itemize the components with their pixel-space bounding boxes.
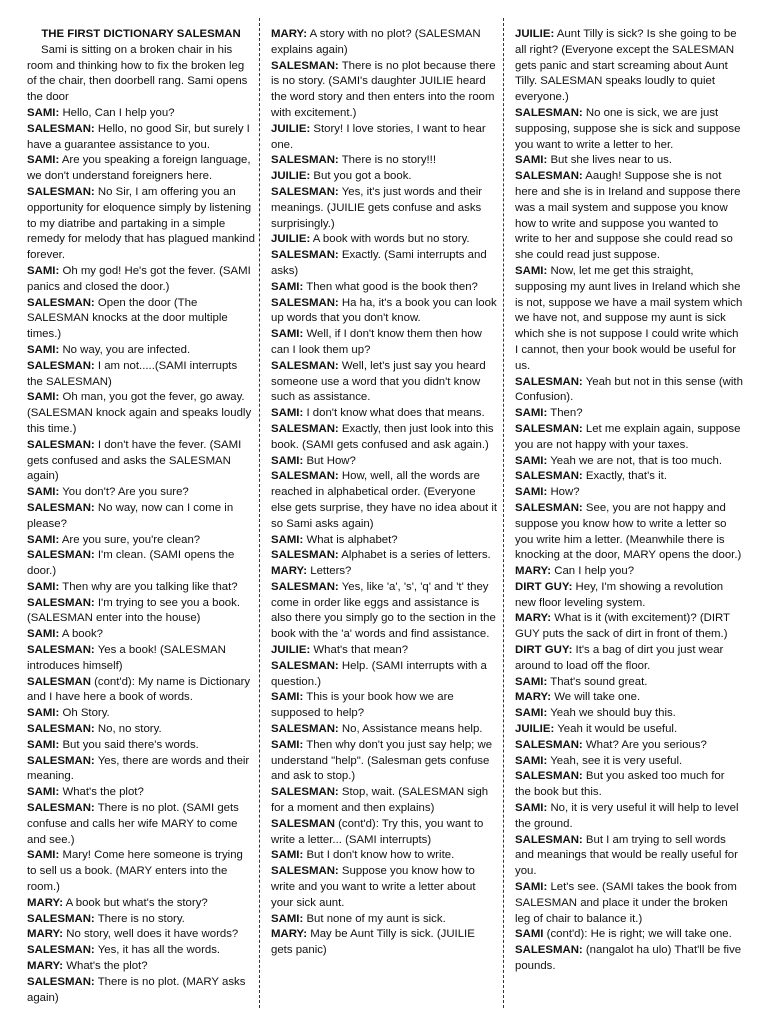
dialogue-text: What's the plot? <box>62 786 144 799</box>
speaker-name: SAMI: <box>27 707 60 720</box>
dialogue-text: But you said there's words. <box>62 738 199 751</box>
dialogue-line <box>515 454 743 470</box>
dialogue-text: Then what good is the book then? <box>306 280 478 293</box>
dialogue-text: Yes, like 'a', 's', 'q' and 't' they come in order like eggs and assistance is also there you simply go to the section in the book with the 'a' words and find assistance. <box>271 580 496 641</box>
dialogue-line <box>515 643 743 675</box>
dialogue-line <box>515 580 743 612</box>
dialogue-line <box>271 59 499 122</box>
dialogue-text: But I don't know how to write. <box>306 849 455 862</box>
dialogue-line <box>271 248 499 280</box>
dialogue-text: Exactly, then just look into this book. (SAMI gets confused and ask again.) <box>271 422 494 451</box>
dialogue-line <box>271 785 499 817</box>
dialogue-line <box>515 943 743 975</box>
dialogue-line <box>271 406 499 422</box>
dialogue-text: Can I help you? <box>554 565 635 578</box>
speaker-name: SALESMAN: <box>27 122 95 135</box>
dialogue-text: There is no plot because there is no story. (SAMI's daughter JUILIE heard the word story and then enters into the room with excitement.) <box>271 59 496 119</box>
dialogue-line <box>271 327 499 359</box>
speaker-name: SAMI: <box>515 881 548 894</box>
dialogue-line <box>27 959 255 975</box>
speaker-name: SALESMAN: <box>515 501 583 514</box>
dialogue-text: Letters? <box>310 565 352 578</box>
speaker-name: SAMI: <box>27 154 60 167</box>
dialogue-line <box>27 801 255 848</box>
dialogue-line <box>515 801 743 833</box>
speaker-name: SAMI: <box>515 264 548 277</box>
dialogue-line <box>27 153 255 185</box>
dialogue-text: How? <box>550 486 580 499</box>
speaker-name: SAMI: <box>515 707 548 720</box>
speaker-name: JUILIE: <box>271 644 311 657</box>
dialogue-text: (cont'd): Try this, you want to write a letter... (SAMI interrupts) <box>271 817 484 846</box>
speaker-name: SALESMAN: <box>27 185 95 198</box>
column-divider <box>259 18 260 1008</box>
speaker-name: JUILIE: <box>515 723 555 736</box>
speaker-name: SAMI: <box>27 106 60 119</box>
speaker-name: SALESMAN: <box>271 296 339 309</box>
speaker-name: SAMI: <box>515 675 548 688</box>
dialogue-line <box>515 169 743 264</box>
speaker-name: SALESMAN: <box>271 59 339 72</box>
dialogue-text: Then? <box>550 407 583 420</box>
dialogue-text: But she lives near to us. <box>550 154 673 167</box>
speaker-name: SALESMAN: <box>27 296 95 309</box>
dialogue-line <box>271 533 499 549</box>
dialogue-line <box>27 754 255 786</box>
speaker-name: SAMI: <box>515 802 548 815</box>
dialogue-line <box>271 564 499 580</box>
dialogue-text: What's the plot? <box>66 960 148 973</box>
page-title: THE FIRST DICTIONARY SALESMAN <box>41 28 241 40</box>
dialogue-text: Let me explain again, suppose you are not happy with your taxes. <box>515 422 741 451</box>
dialogue-line <box>271 848 499 864</box>
dialogue-line <box>271 296 499 328</box>
speaker-name: SALESMAN: <box>27 501 95 514</box>
dialogue-text: A book? <box>61 628 103 641</box>
dialogue-line <box>27 548 255 580</box>
dialogue-text: Stop, wait. (SALESMAN sigh for a moment and then explains) <box>271 786 489 815</box>
dialogue-text: Yeah but not in this sense (with Confusion). <box>515 375 743 404</box>
speaker-name: SAMI: <box>271 912 304 925</box>
dialogue-text: Alphabet is a series of letters. <box>341 549 491 562</box>
dialogue-text: No way, you are infected. <box>62 343 191 356</box>
speaker-name: SALESMAN: <box>27 549 95 562</box>
dialogue-text: I don't have the fever. (SAMI gets confused and asks the SALESMAN again) <box>27 438 242 483</box>
dialogue-text: Open the door (The SALESMAN knocks at the door multiple times.) <box>27 296 228 341</box>
dialogue-text: Exactly, that's it. <box>585 470 667 483</box>
dialogue-text: There is no story!!! <box>341 154 437 167</box>
speaker-name: JUILIE: <box>271 233 311 246</box>
dialogue-line <box>515 406 743 422</box>
dialogue-line <box>27 975 255 1007</box>
dialogue-text: How, well, all the words are reached in alphabetical order. (Everyone else gets surprise, they have no idea about it so Sami asks again) <box>271 470 498 530</box>
dialogue-line <box>27 848 255 895</box>
dialogue-line <box>271 359 499 406</box>
speaker-name: SAMI <box>515 928 544 941</box>
column-3 <box>515 27 743 975</box>
speaker-name: SAMI: <box>271 328 304 341</box>
dialogue-line <box>271 643 499 659</box>
speaker-name: SAMI: <box>27 580 60 593</box>
speaker-name: SALESMAN: <box>271 470 339 483</box>
dialogue-line <box>271 690 499 722</box>
speaker-name: SAMI: <box>27 786 60 799</box>
dialogue-line <box>515 880 743 927</box>
speaker-name: SALESMAN: <box>271 154 339 167</box>
dialogue-text: Exactly. (Sami interrupts and asks) <box>271 249 487 277</box>
speaker-name: SALESMAN: <box>271 185 339 198</box>
speaker-name: SALESMAN: <box>271 249 339 262</box>
speaker-name: SAMI: <box>271 691 304 704</box>
speaker-name: SALESMAN: <box>271 786 339 799</box>
dialogue-line <box>515 769 743 801</box>
dialogue-text: Aaugh! Suppose she is not here and she is in Ireland and suppose there was a mail system and suppose you know how to write and suppose you wanted to write to her and suppose she could read so she could read just suppose. <box>515 170 741 262</box>
dialogue-text: What is it (with excitement)? (DIRT GUY puts the sack of dirt in front of them.) <box>515 612 730 641</box>
speaker-name: MARY: <box>27 928 64 941</box>
dialogue-line <box>27 296 255 343</box>
dialogue-line <box>27 675 255 707</box>
dialogue-text: No, no story. <box>97 723 162 736</box>
speaker-name: SALESMAN: <box>27 359 95 372</box>
dialogue-text: Oh Story. <box>62 707 110 720</box>
dialogue-line <box>27 738 255 754</box>
speaker-name: SAMI: <box>27 264 60 277</box>
dialogue-line <box>271 153 499 169</box>
dialogue-text: I am not.....(SAMI interrupts the SALESMAN) <box>27 359 238 388</box>
dialogue-text: No way, now can I come in please? <box>27 501 234 530</box>
dialogue-text: Are you sure, you're clean? <box>61 533 201 546</box>
dialogue-text: No Sir, I am offering you an opportunity for eloquence simply by listening to my diatribe and partaking in a simple remedy for melody that has plagued mankind forever. <box>27 185 255 262</box>
speaker-name: SAMI: <box>271 738 304 751</box>
dialogue-text: But you asked too much for the book but this. <box>515 770 725 799</box>
dialogue-line <box>27 533 255 549</box>
speaker-name: SAMI: <box>515 154 548 167</box>
speaker-name: SALESMAN: <box>515 833 583 846</box>
dialogue-text: Yeah we should buy this. <box>550 707 676 720</box>
dialogue-line <box>271 580 499 643</box>
dialogue-text: Are you speaking a foreign language, we don't understand foreigners here. <box>27 154 251 183</box>
speaker-name: SALESMAN <box>27 675 91 688</box>
dialogue-line <box>271 185 499 232</box>
dialogue-line <box>515 501 743 564</box>
dialogue-line <box>27 643 255 675</box>
dialogue-text: Mary! Come here someone is trying to sell us a book. (MARY enters into the room.) <box>27 849 243 894</box>
dialogue-list <box>515 27 743 975</box>
dialogue-text: Oh my god! He's got the fever. (SAMI panics and closed the door.) <box>27 264 251 293</box>
dialogue-line <box>515 422 743 454</box>
dialogue-text: I'm trying to see you a book. (SALESMAN enter into the house) <box>27 596 240 625</box>
dialogue-text: (nangalot ha ulo) That'll be five pounds. <box>515 944 742 973</box>
dialogue-text: But How? <box>306 454 356 467</box>
dialogue-line <box>27 390 255 437</box>
dialogue-line <box>271 738 499 785</box>
speaker-name: SAMI: <box>271 454 304 467</box>
dialogue-text: What is alphabet? <box>306 533 398 546</box>
speaker-name: MARY: <box>27 896 64 909</box>
dialogue-text: What? Are you serious? <box>585 738 707 751</box>
dialogue-text: A book with words but no story. <box>312 233 470 246</box>
dialogue-text: Ha ha, it's a book you can look up words that you don't know. <box>271 296 497 325</box>
dialogue-text: Hey, I'm showing a revolution new floor leveling system. <box>515 580 724 609</box>
speaker-name: SAMI: <box>515 407 548 420</box>
dialogue-text: But I am trying to sell words and meanings that would be really useful for you. <box>515 833 738 878</box>
speaker-name: MARY: <box>515 612 552 625</box>
dialogue-text: That's sound great. <box>550 675 648 688</box>
speaker-name: SAMI: <box>271 849 304 862</box>
dialogue-line <box>515 611 743 643</box>
dialogue-text: See, you are not happy and suppose you know how to write a letter so you write him a letter. (Meanwhile there is knocking at the door, MARY opens the door.) <box>515 501 742 562</box>
speaker-name: JUILIE: <box>271 122 311 135</box>
dialogue-line <box>271 27 499 59</box>
dialogue-line <box>27 106 255 122</box>
dialogue-text: Aunt Tilly is sick? Is she going to be all right? (Everyone except the SALESMAN gets panic and start screaming about Aunt Tilly. SALESMAN speaks loudly to quiet everyone.) <box>515 28 737 104</box>
dialogue-line <box>515 833 743 880</box>
speaker-name: JUILIE: <box>271 170 311 183</box>
speaker-name: SALESMAN: <box>271 359 339 372</box>
speaker-name: SAMI: <box>271 533 304 546</box>
dialogue-line <box>515 722 743 738</box>
dialogue-text: Then why are you talking like that? <box>62 580 238 593</box>
dialogue-line <box>515 375 743 407</box>
speaker-name: SALESMAN: <box>515 422 583 435</box>
dialogue-text: I don't know what does that means. <box>306 407 485 420</box>
speaker-name: SAMI: <box>27 391 60 404</box>
speaker-name: SALESMAN <box>271 817 335 830</box>
dialogue-line <box>27 706 255 722</box>
dialogue-line <box>271 817 499 849</box>
speaker-name: SALESMAN: <box>27 438 95 451</box>
speaker-name: SAMI: <box>27 486 60 499</box>
dialogue-line <box>515 754 743 770</box>
dialogue-text: Yeah we are not, that is too much. <box>550 454 723 467</box>
dialogue-text: Hello, no good Sir, but surely I have a guarantee assistance to you. <box>27 122 250 151</box>
dialogue-text: (cont'd): He is right; we will take one. <box>546 928 732 941</box>
speaker-name: SALESMAN: <box>27 596 95 609</box>
dialogue-text: A book but what's the story? <box>65 896 208 909</box>
speaker-name: SAMI: <box>27 738 60 751</box>
dialogue-line <box>27 343 255 359</box>
speaker-name: MARY: <box>27 960 64 973</box>
dialogue-text: Yeah it would be useful. <box>557 723 678 736</box>
dialogue-line <box>515 469 743 485</box>
speaker-name: SALESMAN: <box>515 170 583 183</box>
speaker-name: SAMI: <box>27 533 60 546</box>
dialogue-line <box>515 564 743 580</box>
speaker-name: SALESMAN: <box>27 723 95 736</box>
dialogue-text: Well, if I don't know them then how can I look them up? <box>271 328 482 356</box>
dialogue-text: Let's see. (SAMI takes the book from SALESMAN and place it under the broken leg of chair to balance it.) <box>515 881 737 925</box>
speaker-name: MARY: <box>271 928 308 941</box>
dialogue-text: Now, let me get this straight, supposing my aunt lives in Ireland which she is not, suppose we have a mail system which we have not, and suppose my aunt is sick which she is not suppose I could write which I cannot, then your book would be useful for us. <box>515 264 743 372</box>
dialogue-text: (cont'd): My name is Dictionary and I have here a book of words. <box>27 675 251 704</box>
dialogue-line <box>515 690 743 706</box>
dialogue-line <box>515 264 743 375</box>
dialogue-line <box>271 122 499 154</box>
dialogue-line <box>27 264 255 296</box>
dialogue-text: What's that mean? <box>313 644 409 657</box>
dialogue-line <box>271 912 499 928</box>
dialogue-line <box>271 548 499 564</box>
dialogue-text: Yes, it's just words and their meanings. (JUILIE gets confuse and asks surprisingly.) <box>271 185 483 230</box>
dialogue-text: No, it is very useful it will help to level the ground. <box>515 802 739 830</box>
speaker-name: SAMI: <box>515 754 548 767</box>
dialogue-line <box>271 454 499 470</box>
dialogue-line <box>271 280 499 296</box>
dialogue-text: Suppose you know how to write and you want to write a letter about your sick aunt. <box>271 865 476 909</box>
dialogue-line <box>27 596 255 628</box>
dialogue-line <box>271 469 499 532</box>
dialogue-text: But none of my aunt is sick. <box>306 912 446 925</box>
speaker-name: SALESMAN: <box>515 375 583 388</box>
dialogue-line <box>515 27 743 106</box>
dialogue-line <box>515 675 743 691</box>
dialogue-line <box>271 864 499 911</box>
dialogue-text: No, Assistance means help. <box>341 723 483 736</box>
dialogue-line <box>27 912 255 928</box>
dialogue-line <box>271 232 499 248</box>
dialogue-text: Yes, there are words and their meaning. <box>27 754 250 783</box>
dialogue-text: Then why don't you just say help; we understand "help". (Salesman gets confuse and ask to stop.) <box>271 738 493 783</box>
speaker-name: MARY: <box>271 565 308 578</box>
dialogue-line <box>515 738 743 754</box>
dialogue-text: Oh man, you got the fever, go away. (SALESMAN knock again and speaks loudly this time.) <box>27 391 252 435</box>
speaker-name: SAMI: <box>27 849 60 862</box>
dialogue-line <box>27 722 255 738</box>
dialogue-line <box>271 722 499 738</box>
dialogue-line <box>271 169 499 185</box>
speaker-name: SALESMAN: <box>515 470 583 483</box>
dialogue-text: There is no story. <box>97 912 185 925</box>
dialogue-line <box>27 943 255 959</box>
dialogue-text: Hello, Can I help you? <box>62 106 175 119</box>
dialogue-text: It's a bag of dirt you just wear around to load off the floor. <box>515 644 724 672</box>
dialogue-text: But you got a book. <box>313 170 412 183</box>
dialogue-text: Story! I love stories, I want to hear one. <box>271 122 486 151</box>
dialogue-list <box>271 27 499 959</box>
dialogue-text: Yes a book! (SALESMAN introduces himself) <box>27 644 226 672</box>
speaker-name: SALESMAN: <box>271 659 339 672</box>
dialogue-text: I'm clean. (SAMI opens the door.) <box>27 549 235 578</box>
speaker-name: SALESMAN: <box>271 865 339 878</box>
dialogue-text: May be Aunt Tilly is sick. (JUILIE gets panic) <box>271 928 475 957</box>
speaker-name: SAMI: <box>515 454 548 467</box>
dialogue-line <box>271 927 499 959</box>
speaker-name: SALESMAN: <box>515 944 583 957</box>
dialogue-line <box>271 659 499 691</box>
column-1 <box>27 27 255 1006</box>
dialogue-line <box>27 627 255 643</box>
dialogue-line <box>515 485 743 501</box>
speaker-name: SAMI: <box>271 407 304 420</box>
dialogue-line <box>27 501 255 533</box>
speaker-name: SALESMAN: <box>27 975 95 988</box>
dialogue-line <box>515 106 743 153</box>
dialogue-line <box>515 927 743 943</box>
dialogue-text: You don't? Are you sure? <box>62 486 189 499</box>
dialogue-text: We will take one. <box>554 691 641 704</box>
speaker-name: MARY: <box>271 28 308 40</box>
dialogue-line <box>27 485 255 501</box>
speaker-name: JUILIE: <box>515 28 555 40</box>
speaker-name: SAMI: <box>271 280 304 293</box>
dialogue-text: A story with no plot? (SALESMAN explains again) <box>271 28 481 56</box>
speaker-name: SALESMAN: <box>27 912 95 925</box>
speaker-name: SALESMAN: <box>515 106 583 119</box>
speaker-name: SALESMAN: <box>27 754 95 767</box>
dialogue-line <box>515 153 743 169</box>
speaker-name: SAMI: <box>27 343 60 356</box>
column-2 <box>271 27 499 959</box>
dialogue-line <box>515 706 743 722</box>
dialogue-text: This is your book how we are supposed to help? <box>271 691 454 720</box>
stage-direction-intro: Sami is sitting on a broken chair in his room and thinking how to fix the broken leg of the chair, then doorbell rang. Sami opens the door <box>27 43 248 104</box>
dialogue-line <box>27 927 255 943</box>
column-divider <box>503 18 504 1008</box>
speaker-name: SAMI: <box>27 628 60 641</box>
speaker-name: SALESMAN: <box>271 580 339 593</box>
speaker-name: SAMI: <box>515 486 548 499</box>
dialogue-line <box>27 785 255 801</box>
dialogue-line <box>27 438 255 485</box>
dialogue-text: Yeah, see it is very useful. <box>550 754 683 767</box>
dialogue-text: No story, well does it have words? <box>66 928 239 941</box>
dialogue-line <box>27 185 255 264</box>
speaker-name: SALESMAN: <box>271 723 339 736</box>
dialogue-text: There is no plot. (SAMI gets confuse and calls her wife MARY to come and see.) <box>27 802 239 846</box>
speaker-name: SALESMAN: <box>515 770 583 783</box>
dialogue-list <box>27 106 255 1006</box>
dialogue-line <box>27 896 255 912</box>
speaker-name: SALESMAN: <box>515 738 583 751</box>
dialogue-line <box>27 580 255 596</box>
speaker-name: SALESMAN: <box>271 422 339 435</box>
speaker-name: SALESMAN: <box>27 944 95 957</box>
speaker-name: MARY: <box>515 691 552 704</box>
speaker-name: MARY: <box>515 565 552 578</box>
dialogue-text: There is no plot. (MARY asks again) <box>27 975 246 1004</box>
dialogue-text: Help. (SAMI interrupts with a question.) <box>271 659 487 688</box>
dialogue-text: Well, let's just say you heard someone use a word that you didn't know such as assistance. <box>271 359 486 404</box>
dialogue-line <box>27 359 255 391</box>
dialogue-line <box>271 422 499 454</box>
speaker-name: DIRT GUY: <box>515 644 573 657</box>
dialogue-text: No one is sick, we are just supposing, suppose she is sick and suppose you want to write a letter to her. <box>515 106 741 151</box>
speaker-name: SALESMAN: <box>271 549 339 562</box>
speaker-name: SALESMAN: <box>27 802 95 815</box>
speaker-name: DIRT GUY: <box>515 580 573 593</box>
speaker-name: SALESMAN: <box>27 644 95 657</box>
dialogue-line <box>27 122 255 154</box>
dialogue-text: Yes, it has all the words. <box>97 944 221 957</box>
